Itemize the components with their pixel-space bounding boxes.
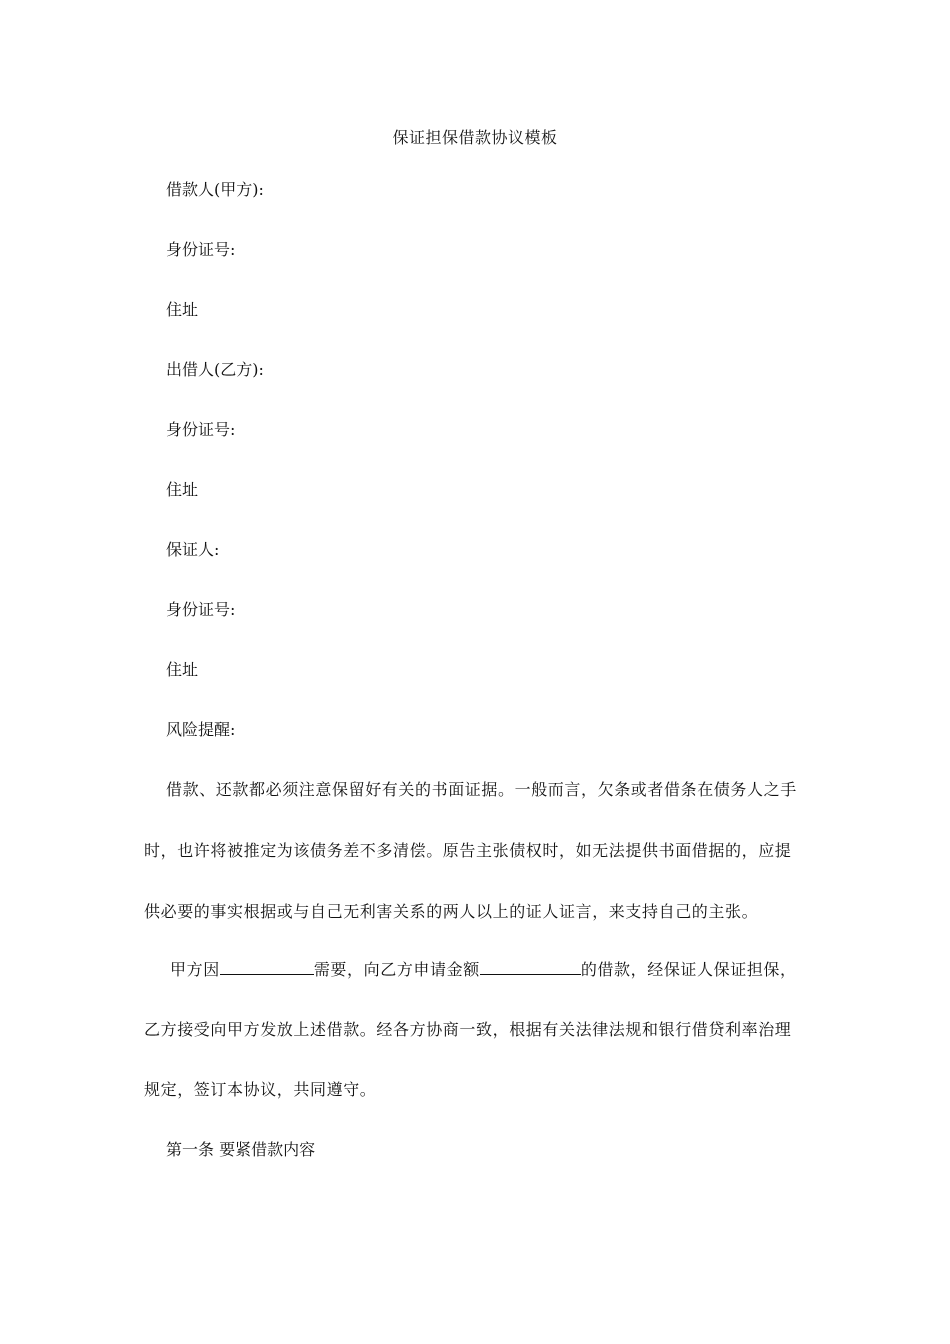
borrower-address-label: 住址 [166,300,199,319]
risk-paragraph-line-2: 时，也许将被推定为该债务差不多清偿。原告主张债权时，如无法提供书面借据的，应提 [144,841,792,860]
risk-paragraph-line-1: 借款、还款都必须注意保留好有关的书面证据。一般而言，欠条或者借条在债务人之手 [166,780,797,799]
risk-reminder-heading: 风险提醒: [166,720,236,739]
agreement-text-amount: 需要，向乙方申请金额 [313,960,480,979]
lender-id-label: 身份证号: [166,420,236,439]
guarantor-address-label: 住址 [166,660,199,679]
agreement-paragraph-line-3: 规定，签订本协议，共同遵守。 [144,1080,377,1099]
risk-paragraph-line-3: 供必要的事实根据或与自己无利害关系的两人以上的证人证言，来支持自己的主张。 [144,902,759,921]
amount-blank [480,958,581,975]
agreement-paragraph-line-2: 乙方接受向甲方发放上述借款。经各方协商一致，根据有关法律法规和银行借贷利率治理 [144,1020,792,1039]
agreement-text-purpose: 甲方因 [170,960,220,979]
lender-address-label: 住址 [166,480,199,499]
lender-label: 出借人(乙方): [166,360,264,379]
agreement-paragraph-line-1 [170,958,797,982]
document-title: 保证担保借款协议模板 [392,128,558,147]
borrower-id-label: 身份证号: [166,240,236,259]
guarantor-id-label: 身份证号: [166,600,236,619]
guarantor-label: 保证人: [166,540,220,559]
agreement-text-guarantee: 的借款，经保证人保证担保， [580,960,797,979]
article-1-heading: 第一条 要紧借款内容 [166,1140,316,1159]
purpose-blank [220,958,314,975]
borrower-label: 借款人(甲方): [166,180,264,199]
